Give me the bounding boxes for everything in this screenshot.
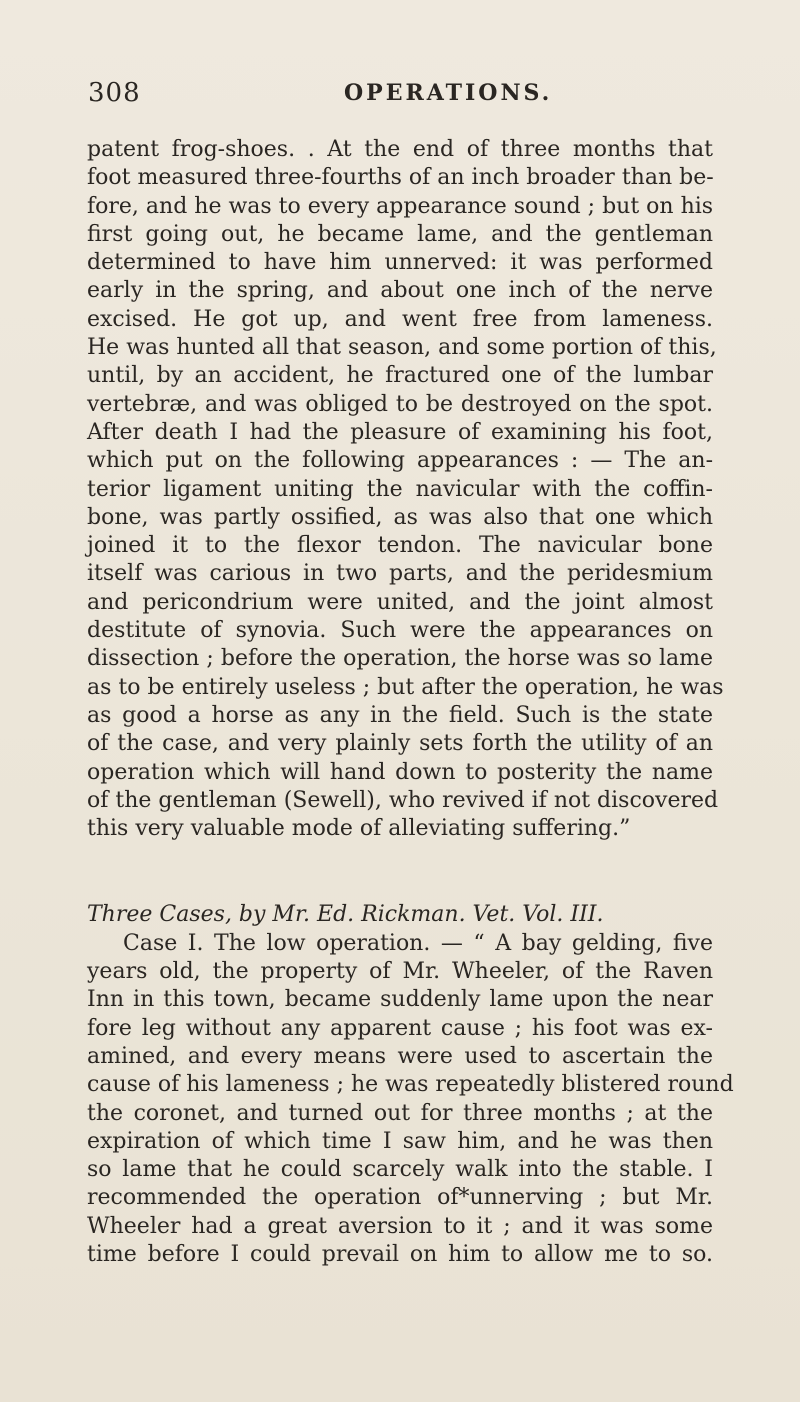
text-line: years old, the property of Mr. Wheeler, of the Raven bbox=[87, 959, 713, 985]
text-line: as good a horse as any in the field. Such is the state bbox=[87, 702, 713, 728]
text-line: fore leg without any apparent cause ; his foot was ex- bbox=[87, 1015, 713, 1041]
text-line: joined it to the flexor tendon. The navicular bone bbox=[87, 533, 713, 559]
text-line: foot measured three-fourths of an inch broader than be- bbox=[87, 165, 714, 191]
section-heading: Three Cases, by Mr. Ed. Rickman. Vet. Vol. III. bbox=[87, 902, 604, 928]
text-line: patent frog-shoes. . At the end of three months that bbox=[87, 137, 713, 162]
text-line: bone, was partly ossified, as was also that one which bbox=[87, 504, 713, 530]
text-line: this very valuable mode of alleviating suffering.” bbox=[87, 816, 631, 842]
text-line: operation which will hand down to posterity the name bbox=[87, 759, 713, 785]
text-line: early in the spring, and about one inch of the nerve bbox=[87, 278, 713, 304]
text-line: so lame that he could scarcely walk into the stable. I bbox=[87, 1157, 713, 1183]
text-line: the coronet, and turned out for three months ; at the bbox=[87, 1100, 713, 1126]
running-head: OPERATIONS. bbox=[344, 80, 553, 106]
text-line: determined to have him unnerved: it was performed bbox=[87, 250, 713, 276]
text-line: excised. He got up, and went free from lameness. bbox=[87, 306, 713, 332]
text-line: cause of his lameness ; he was repeatedly blistered round bbox=[87, 1072, 734, 1098]
body-text bbox=[87, 136, 734, 1269]
section-gap bbox=[87, 843, 713, 901]
text-line: and pericondrium were united, and the joint almost bbox=[87, 589, 713, 615]
text-line: Wheeler had a great aversion to it ; and it was some bbox=[87, 1213, 713, 1239]
page-number: 308 bbox=[88, 78, 141, 108]
text-line: until, by an accident, he fractured one of the lumbar bbox=[87, 363, 713, 389]
text-line: He was hunted all that season, and some portion of this, bbox=[87, 335, 717, 361]
text-line: recommended the operation of*unnerving ; but Mr. bbox=[87, 1185, 713, 1211]
text-line: terior ligament uniting the navicular with the coffin- bbox=[87, 476, 713, 502]
text-line: as to be entirely useless ; but after the operation, he was bbox=[87, 674, 724, 700]
text-line: expiration of which time I saw him, and he was then bbox=[87, 1128, 713, 1154]
text-line: amined, and every means were used to ascertain the bbox=[87, 1043, 713, 1069]
text-line: itself was carious in two parts, and the peridesmium bbox=[87, 561, 713, 587]
text-line: time before I could prevail on him to allow me to so. bbox=[87, 1241, 713, 1267]
text-line: Inn in this town, became suddenly lame upon the near bbox=[87, 987, 713, 1013]
text-line: Case I. The low operation. — “ A bay gelding, five bbox=[123, 930, 713, 956]
paragraph-1 bbox=[87, 136, 724, 843]
text-line: which put on the following appearances : — The an- bbox=[87, 448, 713, 474]
page-header bbox=[88, 78, 708, 112]
text-line: dissection ; before the operation, the horse was so lame bbox=[87, 646, 713, 672]
text-line: vertebræ, and was obliged to be destroyed on the spot. bbox=[87, 391, 713, 417]
text-line: of the gentleman (Sewell), who revived if not discovered bbox=[87, 787, 719, 813]
paragraph-2 bbox=[87, 930, 734, 1270]
text-line: destitute of synovia. Such were the appearances on bbox=[87, 618, 713, 644]
text-line: fore, and he was to every appearance sound ; but on his bbox=[87, 193, 714, 219]
text-line: After death I had the pleasure of examining his foot, bbox=[87, 419, 713, 445]
text-line: of the case, and very plainly sets forth the utility of an bbox=[87, 731, 713, 757]
text-line: first going out, he became lame, and the gentleman bbox=[87, 221, 713, 247]
